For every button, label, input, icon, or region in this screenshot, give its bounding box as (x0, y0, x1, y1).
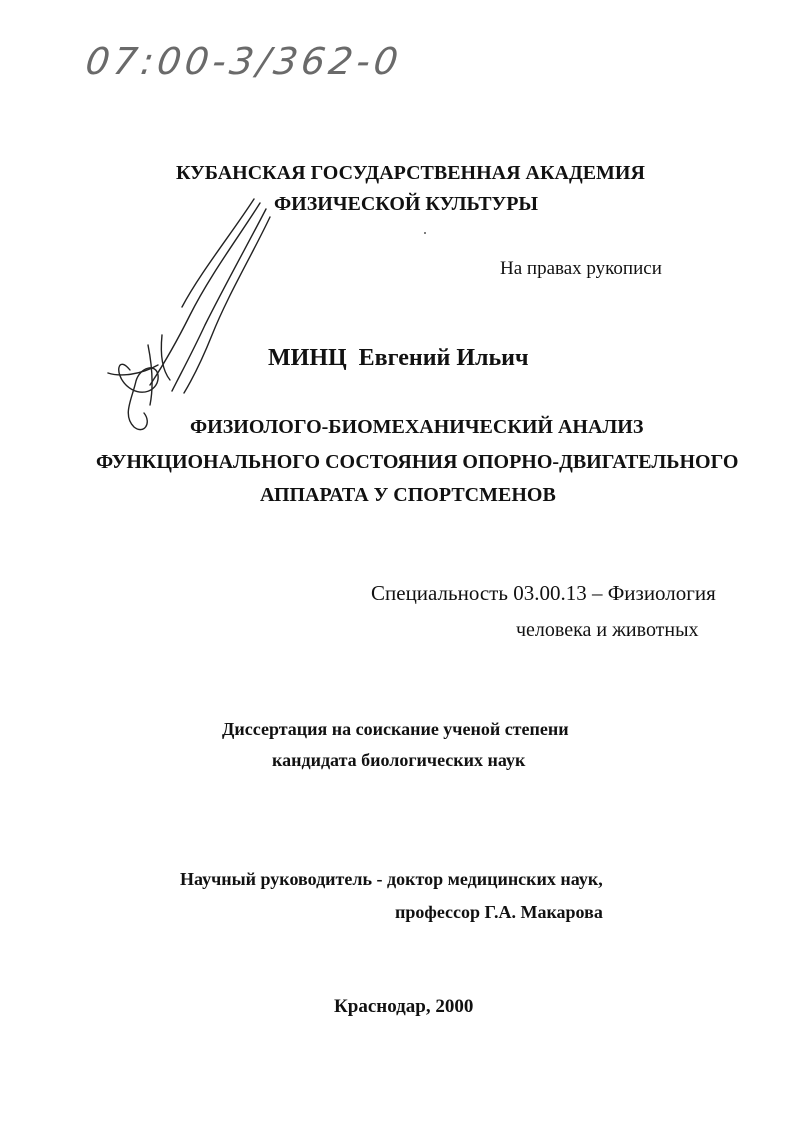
manuscript-note: На правах рукописи (500, 258, 662, 279)
title-line-2: ФУНКЦИОНАЛЬНОГО СОСТОЯНИЯ ОПОРНО-ДВИГАТЕЛЬНОГО (96, 451, 739, 473)
author-surname: МИНЦ (268, 345, 347, 371)
institution-line-2: ФИЗИЧЕСКОЙ КУЛЬТУРЫ (274, 193, 539, 215)
supervisor-line-2: профессор Г.А. Макарова (395, 902, 603, 922)
author-given-names: Евгений Ильич (358, 345, 529, 371)
specialty-line-1: Специальность 03.00.13 – Физиология (371, 581, 716, 605)
author-name (268, 345, 529, 372)
title-line-3: АППАРАТА У СПОРТСМЕНОВ (260, 484, 556, 506)
degree-line-1: Диссертация на соискание ученой степени (222, 719, 569, 739)
scan-speck (424, 232, 426, 234)
signature-mark (100, 195, 290, 445)
title-line-1: ФИЗИОЛОГО-БИОМЕХАНИЧЕСКИЙ АНАЛИЗ (190, 416, 644, 438)
degree-line-2: кандидата биологических наук (272, 750, 526, 770)
specialty-line-2: человека и животных (516, 619, 699, 641)
archive-number-handwritten: 07:00-3/362-0 (82, 40, 405, 83)
institution-line-1: КУБАНСКАЯ ГОСУДАРСТВЕННАЯ АКАДЕМИЯ (176, 162, 645, 184)
supervisor-line-1: Научный руководитель - доктор медицинских наук, (180, 869, 603, 889)
place-year: Краснодар, 2000 (334, 996, 474, 1017)
